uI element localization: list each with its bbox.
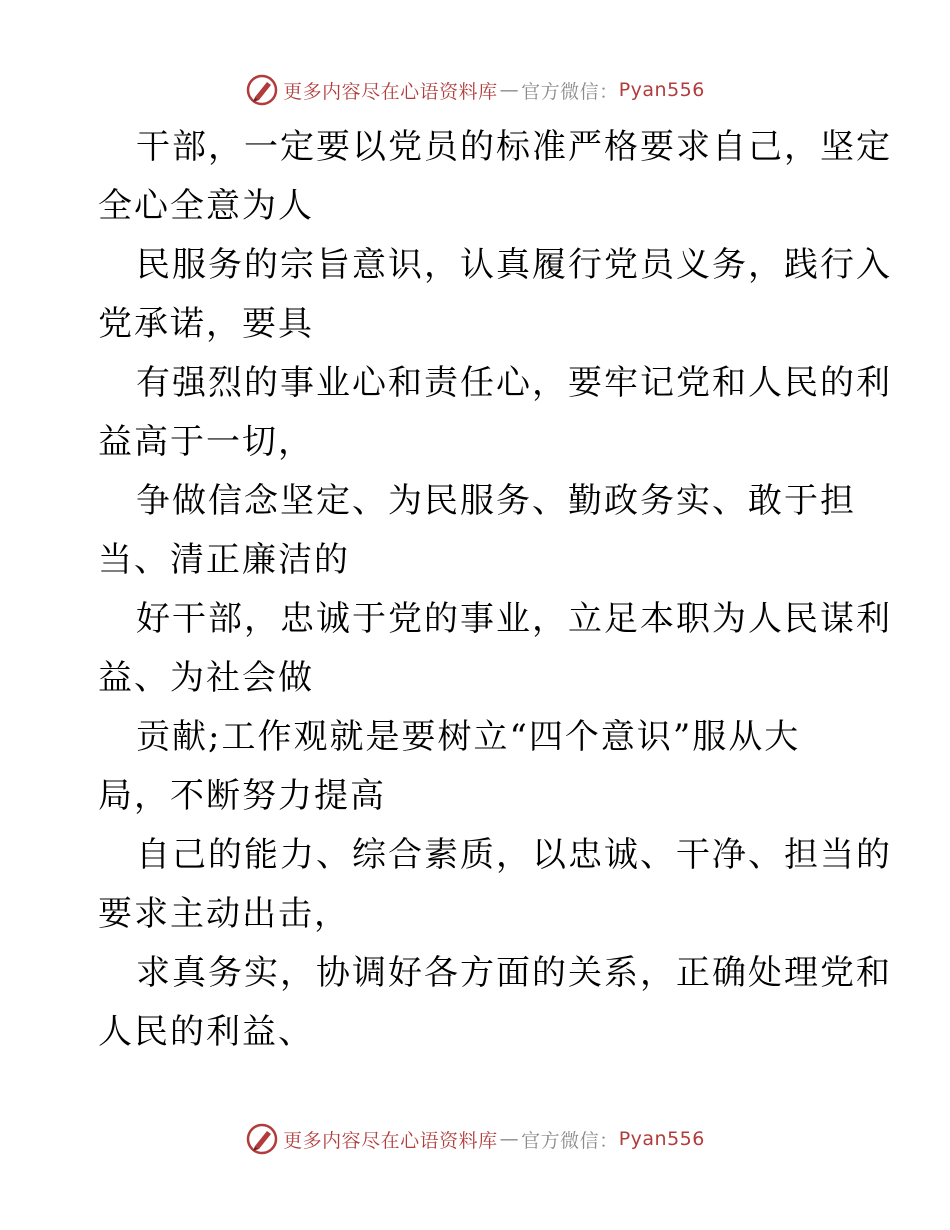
paragraph-line: 局，不断努力提高 (98, 776, 386, 816)
paragraph-line: 全心全意为人 (98, 186, 314, 226)
watermark-account: Pyan556 (618, 79, 705, 101)
watermark-official: 官方微信： (521, 80, 619, 103)
watermark-text: 更多内容尽在心语资料库 (283, 80, 498, 103)
paragraph-line: 益高于一切， (98, 422, 314, 462)
watermark-text: 更多内容尽在心语资料库 (283, 1129, 498, 1152)
paragraph (98, 236, 892, 354)
document-body (98, 118, 892, 1062)
watermark-separator: — (499, 79, 520, 101)
paragraph-line: 干部，一定要以党员的标准严格要求自己，坚定 (136, 127, 892, 167)
pen-logo-icon (245, 73, 279, 107)
header-watermark (0, 70, 950, 110)
paragraph-line: 争做信念坚定、为民服务、勤政务实、敢于担 (136, 481, 856, 521)
paragraph-line: 民服务的宗旨意识，认真履行党员义务，践行入 (136, 245, 892, 285)
paragraph-line: 党承诺，要具 (98, 304, 314, 344)
watermark-official: 官方微信： (521, 1129, 619, 1152)
paragraph (98, 708, 858, 826)
pen-logo-icon (245, 1122, 279, 1156)
paragraph-line: 贡献;工作观就是要树立“四个意识”服从大 (136, 717, 801, 757)
paragraph-line: 要求主动出击， (98, 894, 350, 934)
watermark-account: Pyan556 (618, 1128, 705, 1150)
paragraph (98, 472, 858, 590)
paragraph-line: 有强烈的事业心和责任心，要牢记党和人民的利 (136, 363, 892, 403)
paragraph-line: 人民的利益、 (98, 1012, 314, 1052)
paragraph (98, 944, 892, 1062)
paragraph-line: 当、清正廉洁的 (98, 540, 350, 580)
paragraph (98, 118, 892, 236)
paragraph (98, 590, 892, 708)
watermark-separator: — (499, 1128, 520, 1150)
footer-watermark (0, 1119, 950, 1159)
paragraph (98, 354, 892, 472)
paragraph-line: 自己的能力、综合素质，以忠诚、干净、担当的 (136, 835, 892, 875)
paragraph-line: 好干部，忠诚于党的事业，立足本职为人民谋利 (136, 599, 892, 639)
paragraph-line: 求真务实，协调好各方面的关系，正确处理党和 (136, 953, 892, 993)
paragraph-line: 益、为社会做 (98, 658, 314, 698)
paragraph (98, 826, 892, 944)
